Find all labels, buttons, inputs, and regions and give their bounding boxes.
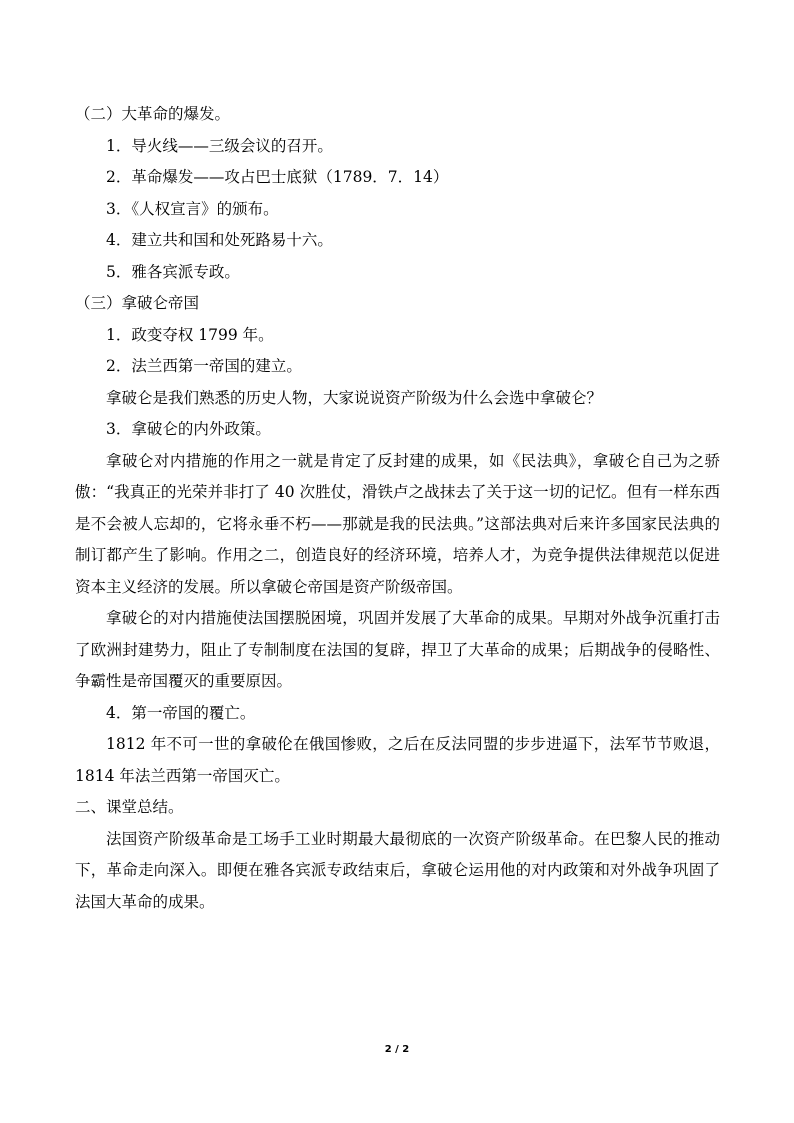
list-item: 1．导火线——三级会议的召开。 xyxy=(106,136,333,155)
page-number: 2 / 2 xyxy=(384,1044,410,1055)
question-text: 拿破仑是我们熟悉的历史人物，大家说说资产阶级为什么会选中拿破仑？ xyxy=(106,388,603,407)
list-item: 4．建立共和国和处死路易十六。 xyxy=(106,231,333,249)
list-item: 2．革命爆发——攻占巴士底狱（1789．7．14） xyxy=(106,168,449,186)
list-item: 3．《人权宣言》的颁布。 xyxy=(106,199,279,218)
section-heading: （三）拿破仑帝国 xyxy=(75,294,200,312)
paragraph-foreign-policy: 拿破仑的对内措施使法国摆脱困境，巩固并发展了大革命的成果。早期对外战争沉重打击了欧洲封建势力，阻止了专制制度在法国的复辟，捍卫了大革命的成果；后期战争的侵略性、争霸性是帝国覆灭的重要原因。 xyxy=(75,609,720,690)
list-item: 3．拿破仑的内外政策。 xyxy=(106,420,271,438)
paragraph-empire-fall: 1812 年不可一世的拿破伦在俄国惨败，之后在反法同盟的步步进逼下，法军节节败退，1814 年法兰西第一帝国灭亡。 xyxy=(75,735,720,785)
section-heading: 二、课堂总结。 xyxy=(75,798,184,816)
list-item: 5．雅各宾派专政。 xyxy=(106,262,240,281)
list-item: 1．政变夺权 1799 年。 xyxy=(106,325,274,344)
paragraph-summary: 法国资产阶级革命是工场手工业时期最大最彻底的一次资产阶级革命。在巴黎人民的推动下，革命走向深入。即便在雅各宾派专政结束后，拿破仑运用他的对内政策和对外战争巩固了法国大革命的成果。 xyxy=(75,829,720,911)
list-item: 4．第一帝国的覆亡。 xyxy=(106,703,256,722)
document-body xyxy=(75,99,720,918)
paragraph-domestic-policy: 拿破仑对内措施的作用之一就是肯定了反封建的成果，如《民法典》，拿破仑自己为之骄傲：“我真正的光荣并非打了 40 次胜仗，滑铁卢之战抹去了关于这一切的记忆。但有一样东西是不会被人忘却的，它将永垂不朽——那就是我的民法典。”这部法典对后来许多国家民法典的制订都产生了影响。作用之二，创造良好的经济环境，培养人才，为竞争提供法律规范以促进资本主义经济的发展。所以拿破仑帝国是资产阶级帝国。 xyxy=(75,451,720,596)
list-item: 2．法兰西第一帝国的建立。 xyxy=(106,357,302,375)
section-heading: （二）大革命的爆发。 xyxy=(75,105,231,123)
